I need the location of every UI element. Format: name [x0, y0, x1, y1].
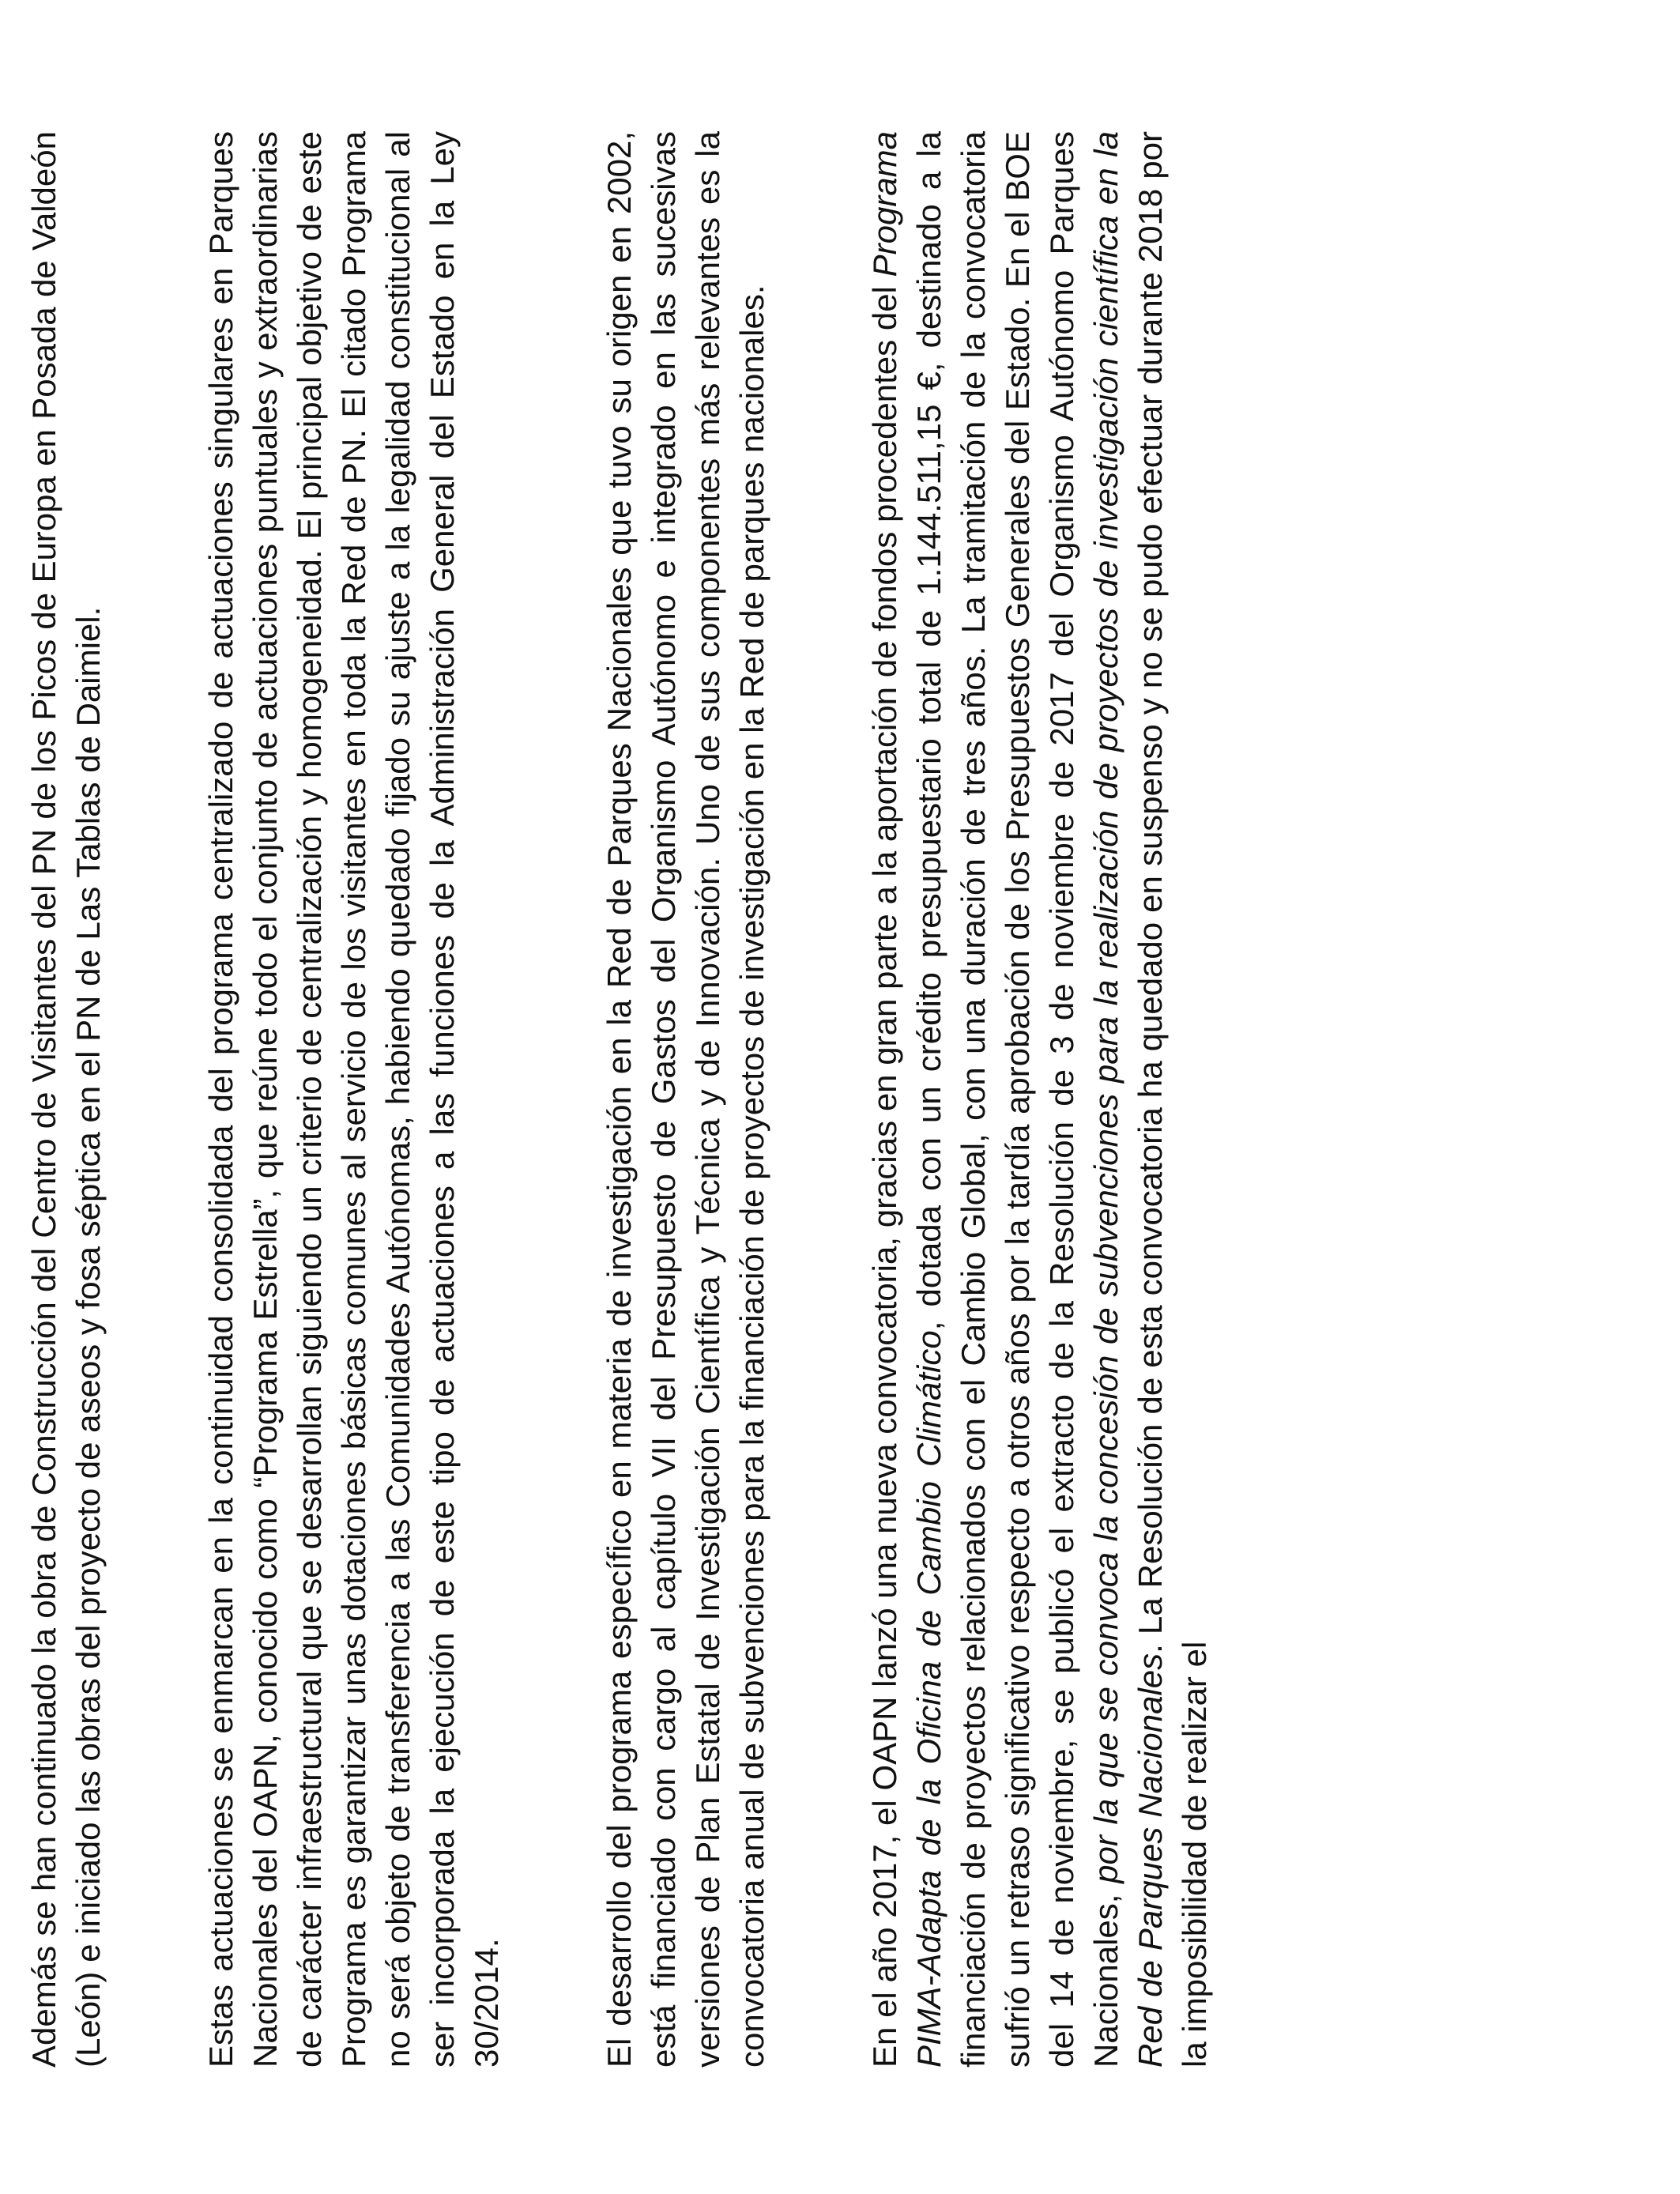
- paragraph-programa-estrella: [199, 131, 509, 2068]
- text-run-italic: por la que se convoca la concesión de subvenciones para la realización de proyectos de investigación científica en la Red de Parques Nacionales: [1087, 131, 1169, 2068]
- text-run: Estas actuaciones se enmarcan en la continuidad consolidada del programa centralizado de actuaciones singulares en Parques Nacionales del OAPN, conocido como “Programa Estrella”, que reúne todo el conjunto de actuaciones puntuales y extraordinarias de carácter infraestructural que se desarrollan siguiendo un criterio de centralización y homogeneidad. El principal objetivo de este Programa es garantizar unas dotaciones básicas comunes al servicio de los visitantes en toda la Red de PN. El citado Programa no será objeto de transferencia a las Comunidades Autónomas, habiendo quedado fijado su ajuste a la legalidad constitucional al ser incorporada la ejecución de este tipo de actuaciones a las funciones de la Administración General del Estado en la Ley 30/2014.: [202, 131, 505, 2068]
- paragraph-convocatoria-2017: [863, 131, 1217, 2068]
- text-run: El desarrollo del programa específico en materia de investigación en la Red de Parques Nacionales que tuvo su origen en 2002, está financiado con cargo al capítulo VII del Presupuesto de Gastos del Organismo Autónomo e integrado en las sucesivas versiones de Plan Estatal de Investigación Científica y Técnica y de Innovación. Uno de sus componentes más relevantes es la convocatoria anual de subvenciones para la financiación de proyectos de investigación en la Red de parques nacionales.: [601, 131, 770, 2068]
- text-run: Además se han continuado la obra de Construcción del Centro de Visitantes del PN de los Picos de Europa en Posada de Valdeón (León) e iniciado las obras del proyecto de aseos y fosa séptica en el PN de Las Tablas de Daimiel.: [25, 131, 107, 2068]
- text-run-italic: Programa PIMA-Adapta de la Oficina de Cambio Climático: [866, 131, 947, 2068]
- text-run: , dotada con un crédito presupuestario total de 1.144.511,15 €, destinado a la financiación de proyectos relacionados con el Cambio Global, con una duración de tres años. La tramitación de la convocatoria sufrió un retraso significativo respecto a otros años por la tardía aprobación de los Presupuestos Generales del Estado. En el BOE del 14 de noviembre, se publicó el extracto de la Resolución de 3 de noviembre de 2017 del Organismo Autónomo Parques Nacionales,: [910, 130, 1124, 2068]
- text-run: . La Resolución de esta convocatoria ha quedado en suspenso y no se pudo efectuar durante 2018 por la imposibilidad de realizar el: [1132, 131, 1213, 2068]
- paragraph-research-program: [597, 131, 774, 2068]
- document-page: [22, 131, 1305, 2068]
- paragraph-visitor-center: [22, 131, 111, 2068]
- text-run: En el año 2017, el OAPN lanzó una nueva convocatoria, gracias en gran parte a la aportación de fondos procedentes del: [866, 277, 903, 2068]
